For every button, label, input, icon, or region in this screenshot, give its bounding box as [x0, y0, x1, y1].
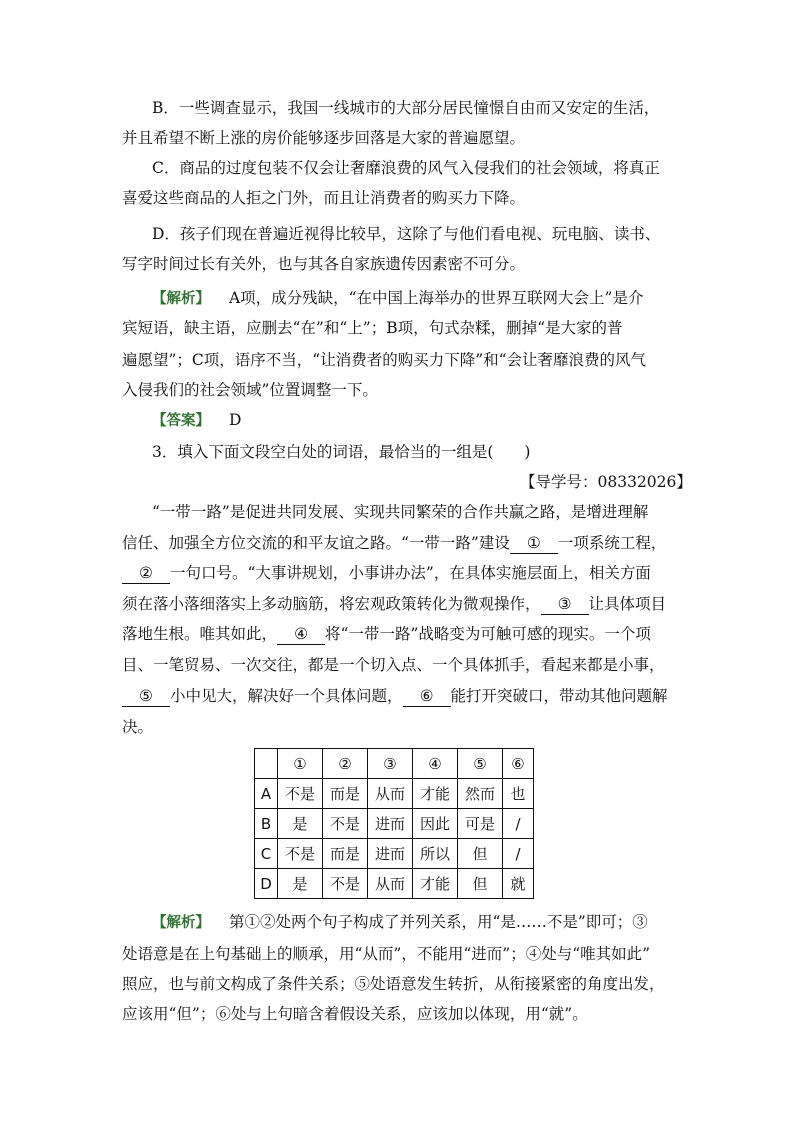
analysis-3-line-4: 应该用“但”；⑥处与上句暗含着假设关系，应该加以体现，用“就”。 — [122, 1005, 588, 1023]
passage-text: 让具体项目 — [588, 595, 667, 613]
passage-text: 能打开突破口，带动其他问题解 — [450, 687, 668, 705]
table-cell: 然而 — [458, 779, 503, 809]
table-cell: 但 — [458, 869, 503, 899]
option-d-line-1: D．孩子们现在普遍近视得比较早，这除了与他们看电视、玩电脑、读书、 — [152, 225, 661, 243]
passage-line-4 — [122, 594, 666, 615]
passage-line-2 — [122, 533, 666, 554]
table-cell: 从而 — [368, 869, 413, 899]
table-cell: 就 — [503, 869, 534, 899]
table-cell: A — [255, 779, 278, 809]
table-cell: C — [255, 839, 278, 869]
table-cell: ③ — [368, 749, 413, 779]
answer-value: D — [228, 411, 242, 429]
table-cell: 进而 — [368, 839, 413, 869]
options-table — [254, 748, 534, 899]
passage-text: 信任、加强全方位交流的和平友谊之路。“一带一路”建设 — [122, 534, 510, 552]
table-cell: ④ — [413, 749, 458, 779]
table-cell: 是 — [278, 869, 323, 899]
analysis-label: 【解析】 — [152, 915, 210, 931]
option-c-line-1: C．商品的过度包装不仅会让奢靡浪费的风气入侵我们的社会领域，将真正 — [152, 159, 660, 177]
table-cell: 是 — [278, 809, 323, 839]
table-cell: 但 — [458, 839, 503, 869]
option-d-line-2: 写字时间过长有关外，也与其各自家族遗传因素密不可分。 — [122, 255, 526, 273]
analysis-1-line-4: 入侵我们的社会领域”位置调整一下。 — [122, 381, 378, 399]
table-cell: 不是 — [278, 779, 323, 809]
table-cell: D — [255, 869, 278, 899]
answer-label: 【答案】 — [152, 413, 210, 429]
table-cell: 可是 — [458, 809, 503, 839]
table-cell: 才能 — [413, 779, 458, 809]
table-cell: 也 — [503, 779, 534, 809]
blank-2: ② — [122, 563, 170, 584]
option-c-line-2: 喜爱这些商品的人拒之门外，而且让消费者的购买力下降。 — [122, 189, 526, 207]
analysis-1-text-1: A项，成分残缺，“在中国上海举办的世界互联网大会上”是介 — [228, 289, 644, 307]
table-cell: 而是 — [323, 839, 368, 869]
table-cell: 不是 — [323, 869, 368, 899]
analysis-1-line-2: 宾短语，缺主语，应删去“在”和“上”；B项，句式杂糅，删掉“是大家的普 — [122, 319, 623, 337]
table-cell: B — [255, 809, 278, 839]
passage-text: 一项系统工程， — [557, 534, 667, 552]
blank-6: ⑥ — [403, 686, 451, 707]
guide-number: 【导学号：08332026】 — [520, 473, 692, 491]
option-b-line-2: 并且希望不断上涨的房价能够逐步回落是大家的普遍愿望。 — [122, 129, 526, 147]
passage-text: 落地生根。唯其如此， — [122, 625, 278, 643]
passage-text: 小中见大，解决好一个具体问题， — [170, 687, 403, 705]
table-row — [255, 809, 534, 839]
table-row — [255, 779, 534, 809]
blank-3: ③ — [541, 594, 589, 615]
passage-text: 一句口号。“大事讲规划，小事讲办法”，在具体实施层面上，相关方面 — [170, 564, 651, 582]
table-cell: ⑥ — [503, 749, 534, 779]
analysis-3-line-2: 处语意是在上句基础上的顺承，用“从而”，不能用“进而”；④处与“唯其如此” — [122, 945, 651, 963]
table-cell: 因此 — [413, 809, 458, 839]
table-header-row — [255, 749, 534, 779]
table-row — [255, 839, 534, 869]
table-cell: 从而 — [368, 779, 413, 809]
question-3-stem: 3．填入下面文段空白处的词语，最恰当的一组是( ) — [152, 443, 531, 461]
table-cell: / — [503, 809, 534, 839]
passage-line-6: 目、一笔贸易、一次交往，都是一个切入点、一个具体抓手，看起来都是小事， — [122, 656, 665, 674]
table-row — [255, 869, 534, 899]
table-cell: / — [503, 839, 534, 869]
analysis-3-line-3: 照应，也与前文构成了条件关系；⑤处语意发生转折，从衔接紧密的角度出发， — [122, 975, 665, 993]
passage-line-5 — [122, 624, 651, 645]
table-cell: 而是 — [323, 779, 368, 809]
blank-5: ⑤ — [122, 686, 170, 707]
passage-line-7 — [122, 686, 668, 707]
table-cell: 不是 — [278, 839, 323, 869]
blank-1: ① — [510, 533, 558, 554]
analysis-label: 【解析】 — [152, 291, 210, 307]
table-cell: ② — [323, 749, 368, 779]
table-cell — [255, 749, 278, 779]
table-cell: 进而 — [368, 809, 413, 839]
table-cell: ① — [278, 749, 323, 779]
option-b-line-1: B．一些调查显示，我国一线城市的大部分居民憧憬自由而又安定的生活， — [152, 99, 660, 117]
table-cell: 所以 — [413, 839, 458, 869]
passage-text: 将“一带一路”战略变为可触可感的现实。一个项 — [325, 625, 651, 643]
passage-text: 须在落小落细落实上多动脑筋，将宏观政策转化为微观操作， — [122, 595, 541, 613]
passage-line-3 — [122, 563, 651, 584]
answer-1-line — [152, 410, 241, 431]
blank-4: ④ — [277, 624, 325, 645]
analysis-3-line-1 — [152, 912, 648, 933]
passage-line-1: “一带一路”是促进共同发展、实现共同繁荣的合作共赢之路，是增进理解 — [152, 503, 649, 521]
table-cell: ⑤ — [458, 749, 503, 779]
table-cell: 才能 — [413, 869, 458, 899]
analysis-3-text-1: 第①②处两个句子构成了并列关系，用“是……不是”即可；③ — [228, 913, 648, 931]
table-cell: 不是 — [323, 809, 368, 839]
passage-line-8: 决。 — [122, 718, 154, 736]
analysis-1-line-1 — [152, 288, 643, 309]
analysis-1-line-3: 遍愿望”；C项，语序不当，“让消费者的购买力下降”和“会让奢靡浪费的风气 — [122, 351, 647, 369]
